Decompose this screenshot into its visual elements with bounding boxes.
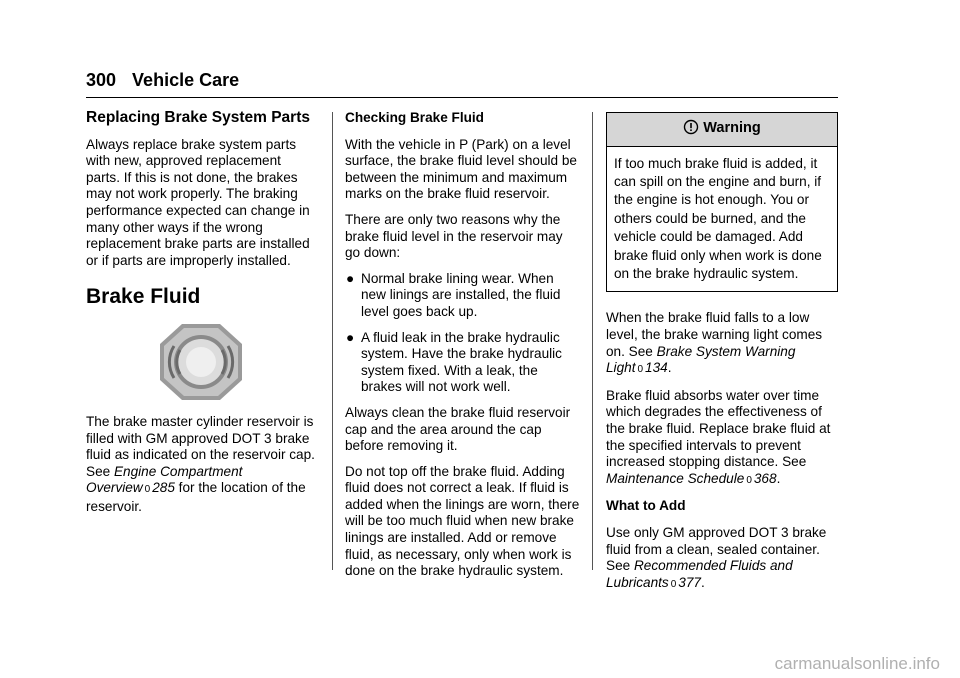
recommended-fluids-link[interactable]: Recommended Fluids and Lubricants: [606, 558, 793, 590]
maintenance-schedule-link[interactable]: Maintenance Schedule: [606, 470, 745, 486]
checking-fluid-heading: Checking Brake Fluid: [345, 110, 484, 125]
clean-cap-text: Always clean the brake fluid reservoir cap and the area around the cap before removing it.: [345, 404, 571, 454]
replacing-parts-heading: Replacing Brake System Parts: [86, 109, 310, 126]
bullet-item: ● A fluid leak in the brake hydraulic system. Have the brake hydraulic system fixed. With a leak, the brakes will not work well.: [346, 329, 562, 395]
absorbs-water-text: Brake fluid absorbs water over time which degrades the effectiveness of the brake fluid. Replace brake fluid at the specified intervals to prevent increased stopping distance. See Maintenance Schedule 0 368.: [606, 387, 831, 486]
section-title: Vehicle Care: [132, 70, 240, 90]
page-ref-134[interactable]: 134: [645, 360, 668, 376]
checking-fluid-text: With the vehicle in P (Park) on a level surface, the brake fluid level should be between the minimum and maximum marks on the brake fluid reservoir.: [345, 136, 577, 202]
warning-box: [606, 112, 838, 292]
page-ref-arrow-icon: 0: [670, 578, 677, 590]
warning-title: Warning: [703, 120, 761, 136]
bullet-icon: ●: [346, 270, 355, 286]
brake-warning-light-link[interactable]: Brake System Warning Light: [606, 343, 796, 376]
engine-compartment-link[interactable]: Engine Compartment Overview: [86, 463, 243, 496]
watermark: carmanualsonline.info: [774, 654, 940, 673]
column-1: [86, 104, 318, 525]
page-ref-arrow-icon: 0: [746, 474, 752, 486]
brake-fluid-reservoir-icon: [156, 322, 246, 402]
replacing-parts-text: Always replace brake system parts with new, approved replacement parts. If this is not done, the brakes may not work properly. The braking performance expected can change in many other ways if the wrong replacement brake parts are installed or if parts are improperly installed.: [86, 136, 310, 268]
page-ref-368[interactable]: 368: [753, 470, 777, 486]
warning-header: [607, 113, 837, 147]
reservoir-text: The brake master cylinder reservoir is filled with GM approved DOT 3 brake fluid as indicated on the reservoir cap. See Engine Compartment Overview 0 285 for the location of the reservoir.: [86, 413, 315, 514]
reasons-text: There are only two reasons why the brake fluid level in the reservoir may go down:: [345, 211, 563, 261]
warning-text: If too much brake fluid is added, it can spill on the engine and burn, if the engine is hot enough. You or others could be burned, and the vehicle could be damaged. Add brake fluid only when work is done on the brake hydraulic system.: [614, 155, 822, 282]
warning-icon: [683, 119, 699, 140]
page-ref-arrow-icon: 0: [637, 364, 644, 376]
bullet-icon: ●: [346, 329, 355, 345]
page-ref-285[interactable]: 285: [152, 480, 175, 496]
what-to-add-heading: What to Add: [606, 498, 686, 514]
page-ref-arrow-icon: 0: [144, 484, 151, 496]
top-off-text: Do not top off the brake fluid. Adding fluid does not correct a leak. If fluid is added when the linings are worn, there will be too much fluid when new brake linings are installed. Add or remove fluid, as necessary, only when work is done on the brake hydraulic system.: [345, 463, 580, 579]
column-2: [345, 104, 580, 589]
what-to-add-text: Use only GM approved DOT 3 brake fluid from a clean, sealed container. See Recommended Fluids and Lubricants 0 377.: [606, 524, 827, 590]
page-header: [86, 70, 239, 91]
page-ref-377[interactable]: 377: [678, 574, 701, 590]
column-divider-1: [332, 112, 333, 570]
low-level-text: When the brake fluid falls to a low level, the brake warning light comes on. See Brake System Warning Light 0 134.: [606, 310, 823, 376]
page-number: 300: [86, 70, 117, 90]
header-rule: [86, 97, 838, 98]
bullet-item: ● Normal brake lining wear. When new linings are installed, the fluid level goes back up.: [346, 270, 561, 319]
brake-fluid-title: Brake Fluid: [86, 285, 201, 309]
column-divider-2: [592, 112, 593, 570]
column-3: [606, 112, 838, 602]
